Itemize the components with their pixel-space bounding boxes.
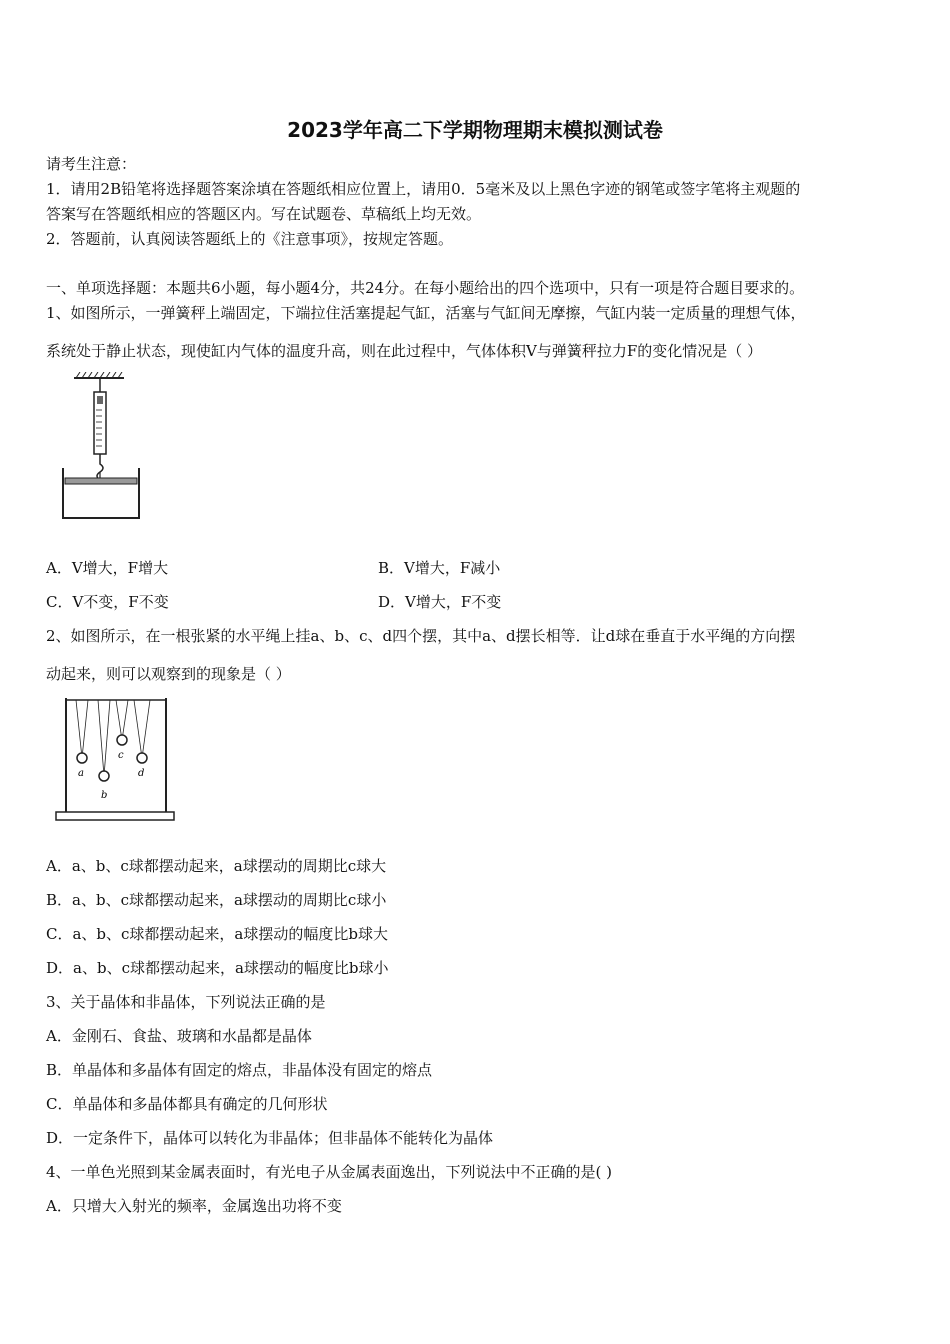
page-title: 2023学年高二下学期物理期末模拟测试卷 (287, 118, 663, 142)
q2-option-b: B．a、b、c球都摆动起来，a球摆动的周期比c球小 (46, 891, 387, 909)
piston (65, 478, 137, 484)
q3-option-c: C．单晶体和多晶体都具有确定的几何形状 (46, 1095, 328, 1113)
label-b: b (101, 790, 108, 801)
q1-option-c: C．V不变，F不变 (46, 593, 169, 611)
label-d: d (138, 768, 145, 779)
notice-item1-line1: 1．请用2B铅笔将选择题答案涂填在答题纸相应位置上，请用0．5毫米及以上黑色字迹的钢笔或签字笔将主观题的 (46, 180, 801, 198)
ball-d (137, 753, 147, 763)
q1-figure (58, 372, 144, 522)
notice-heading: 请考生注意： (46, 155, 137, 173)
frame-base (56, 812, 174, 820)
q3-option-d: D．一定条件下，晶体可以转化为非晶体；但非晶体不能转化为晶体 (46, 1129, 494, 1147)
q3-option-b: B．单晶体和多晶体有固定的熔点，非晶体没有固定的熔点 (46, 1061, 433, 1079)
label-c: c (118, 750, 124, 761)
ball-c (117, 735, 127, 745)
q1-option-d: D．V增大，F不变 (378, 593, 502, 611)
q2-stem-line1: 2、如图所示，在一根张紧的水平绳上挂a、b、c、d四个摆，其中a、d摆长相等．让d球在垂直于水平绳的方向摆 (46, 627, 796, 645)
section-heading: 一、单项选择题：本题共6小题，每小题4分，共24分。在每小题给出的四个选项中，只有一项是符合题目要求的。 (46, 279, 805, 297)
q2-option-d: D．a、b、c球都摆动起来，a球摆动的幅度比b球小 (46, 959, 389, 977)
label-a: a (78, 768, 84, 779)
q2-option-a: A．a、b、c球都摆动起来，a球摆动的周期比c球大 (46, 857, 387, 875)
notice-item1-line2: 答案写在答题纸相应的答题区内。写在试题卷、草稿纸上均无效。 (46, 205, 482, 223)
q2-figure (54, 694, 176, 828)
q4-stem: 4、一单色光照到某金属表面时，有光电子从金属表面逸出，下列说法中不正确的是( ) (46, 1163, 613, 1181)
q3-stem: 3、关于晶体和非晶体，下列说法正确的是 (46, 993, 326, 1011)
q2-option-c: C．a、b、c球都摆动起来，a球摆动的幅度比b球大 (46, 925, 388, 943)
q3-option-a: A．金刚石、食盐、玻璃和水晶都是晶体 (46, 1027, 312, 1045)
ball-b (99, 771, 109, 781)
q1-option-a: A．V增大，F增大 (46, 559, 169, 577)
q4-option-a: A．只增大入射光的频率，金属逸出功将不变 (46, 1197, 342, 1215)
q1-stem-line2: 系统处于静止状态，现使缸内气体的温度升高，则在此过程中，气体体积V与弹簧秤拉力F的变化情况是（ ） (46, 342, 763, 360)
ball-a (77, 753, 87, 763)
pendulum-strings (76, 700, 150, 776)
q1-stem-line1: 1、如图所示，一弹簧秤上端固定，下端拉住活塞提起气缸，活塞与气缸间无摩擦，气缸内装一定质量的理想气体， (46, 304, 806, 322)
balance-indicator (97, 396, 103, 404)
q1-option-b: B．V增大，F减小 (378, 559, 501, 577)
q2-stem-line2: 动起来，则可以观察到的现象是（ ） (46, 665, 291, 683)
cylinder (63, 468, 139, 518)
notice-item2: 2．答题前，认真阅读答题纸上的《注意事项》，按规定答题。 (46, 230, 454, 248)
